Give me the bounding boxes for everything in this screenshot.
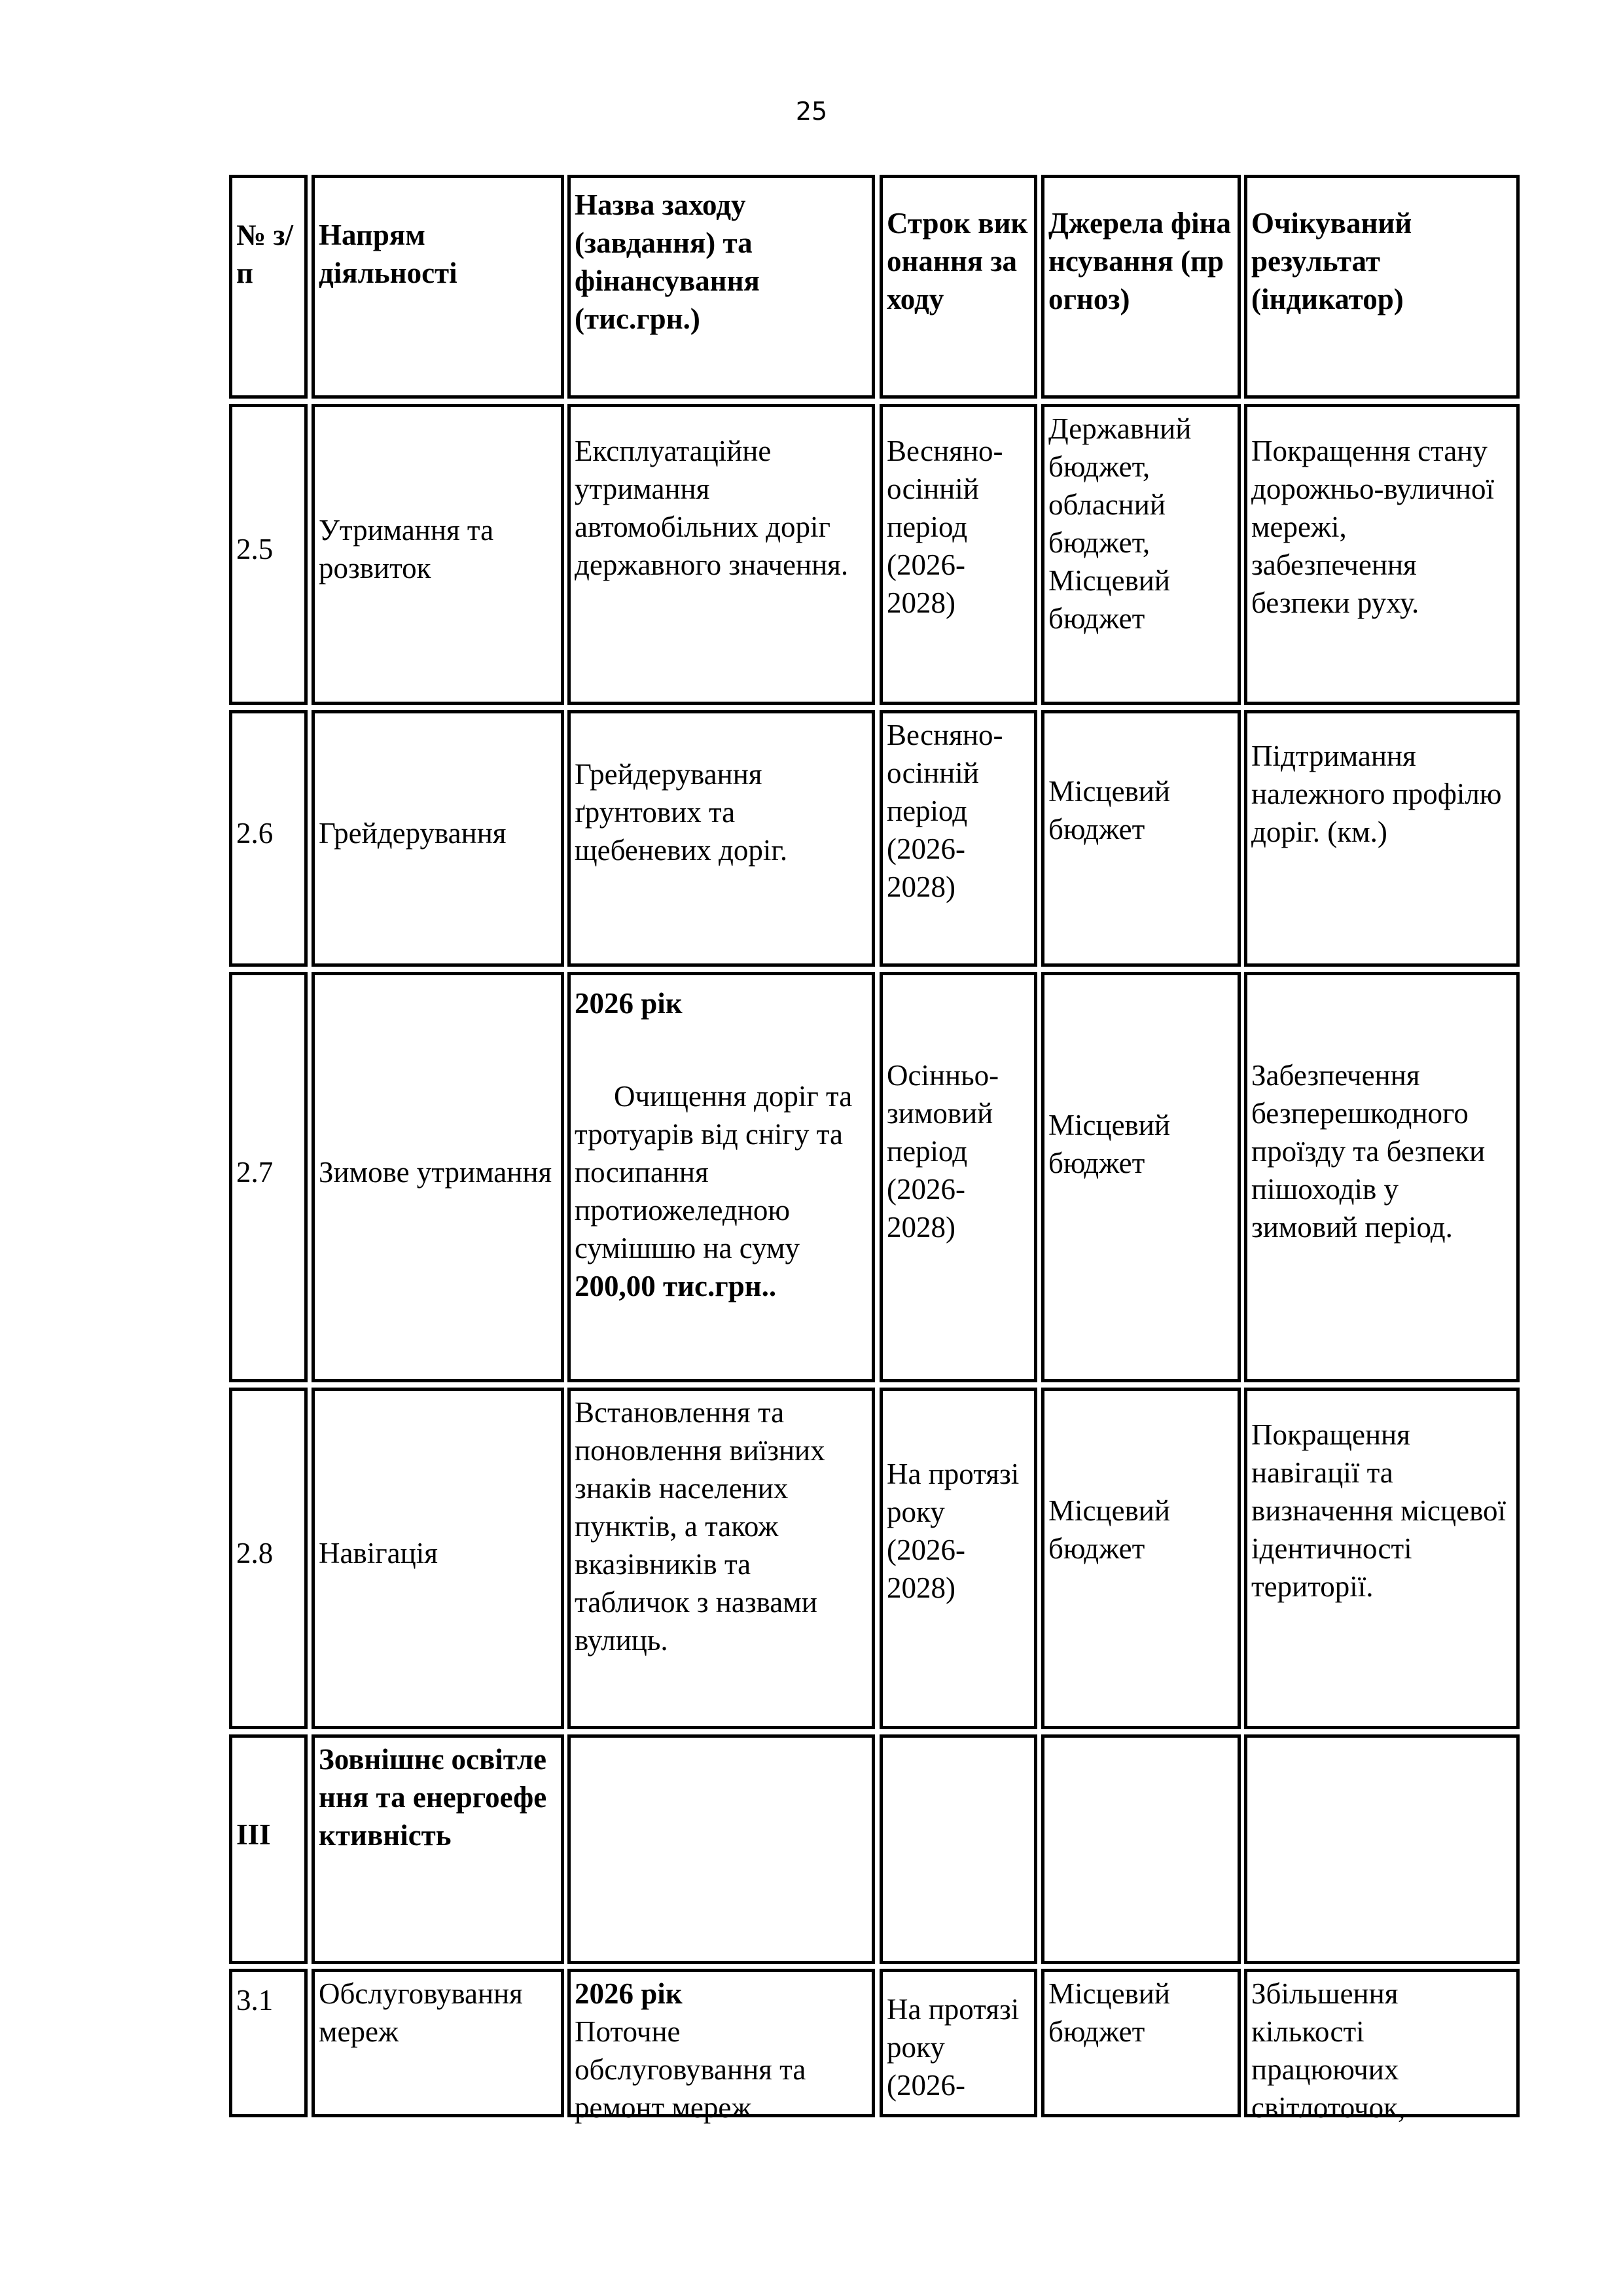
- row-sources-text: Місцевий бюджет: [1048, 1494, 1170, 1565]
- measure-year: 2026 рік: [575, 987, 683, 1020]
- row-direction-text: Грейдерування: [319, 817, 507, 850]
- table-header-row: [0, 175, 1623, 399]
- row-measure-text: Очищення доріг та тротуарів від снігу та посипання протиожеледною сумішшю на суму: [575, 1080, 853, 1265]
- row-num: [229, 404, 308, 705]
- row-num-text: 2.5: [236, 533, 274, 565]
- row-sources: [1041, 1388, 1241, 1729]
- row-term: [880, 1969, 1037, 2117]
- header-measure: [567, 175, 875, 399]
- row-num: [229, 710, 308, 967]
- row-term: [880, 972, 1037, 1382]
- row-sources: [1041, 710, 1241, 967]
- header-measure-text: Назва заходу (завдання) та фінансування (тис.грн.): [575, 188, 760, 335]
- row-direction-text: Зовнішнє освітлення та енергоефективність: [319, 1743, 547, 1852]
- row-result: [1244, 1734, 1520, 1964]
- row-measure: [567, 710, 875, 967]
- row-term: [880, 1734, 1037, 1964]
- row-direction: [312, 1734, 564, 1964]
- row-sources-text: Державний бюджет, обласний бюджет, Місцевий бюджет: [1048, 412, 1192, 635]
- row-sources: [1041, 972, 1241, 1382]
- row-result-text: Підтримання належного профілю доріг. (км.): [1251, 740, 1502, 848]
- row-direction-text: Утримання та розвиток: [319, 514, 494, 584]
- row-direction: [312, 404, 564, 705]
- row-term-text: На протязі року (2026-2028): [887, 1458, 1020, 1604]
- row-direction-text: Навігація: [319, 1537, 438, 1570]
- row-direction: [312, 972, 564, 1382]
- row-term-text: На протязі року (2026-: [887, 1993, 1020, 2102]
- row-num-text: III: [236, 1818, 271, 1851]
- header-term-text: Строк виконання заходу: [887, 207, 1028, 315]
- row-measure: [567, 1969, 875, 2124]
- row-measure: [567, 404, 875, 705]
- row-term: [880, 404, 1037, 705]
- header-term: [880, 175, 1037, 399]
- row-measure: [567, 1734, 875, 1964]
- row-result-text: Покращення стану дорожньо-вуличної мережі, забезпечення безпеки руху.: [1251, 435, 1494, 619]
- row-result-text: Забезпечення безперешкодного проїзду та безпеки пішоходів у зимовий період.: [1251, 1059, 1486, 1244]
- header-sources: [1041, 175, 1241, 399]
- table-row: [0, 1388, 1623, 1729]
- row-measure-text: Експлуатаційне утримання автомобільних доріг державного значення.: [575, 435, 849, 581]
- row-measure-text: Встановлення та поновлення виїзних знаків населених пунктів, а також вказівників та табличок з назвами вулиць.: [575, 1396, 825, 1657]
- row-result: [1244, 1388, 1520, 1729]
- table-section-row: [0, 1734, 1623, 1964]
- row-measure-text: Поточне обслуговування та ремонт мереж: [575, 2015, 806, 2124]
- row-result: [1244, 710, 1520, 967]
- row-direction: [312, 1388, 564, 1729]
- row-term: [880, 1388, 1037, 1729]
- row-direction-text: Зимове утримання: [319, 1155, 552, 1189]
- measure-amount: 200,00 тис.грн..: [575, 1270, 777, 1302]
- row-num-text: 3.1: [236, 1984, 274, 2017]
- row-num-text: 2.6: [236, 817, 274, 850]
- row-direction: [312, 710, 564, 967]
- row-direction: [312, 1969, 564, 2117]
- row-term-text: Весняно-осінній період (2026-2028): [887, 435, 1003, 619]
- row-term: [880, 710, 1037, 967]
- header-num-text: № з/п: [236, 219, 294, 289]
- row-measure: [567, 972, 875, 1382]
- header-sources-text: Джерела фінансування (прогноз): [1048, 207, 1232, 315]
- row-sources: [1041, 1969, 1241, 2117]
- row-num-text: 2.7: [236, 1155, 274, 1189]
- row-num: [229, 1969, 308, 2117]
- row-result-text: Покращення навігації та визначення місцевої ідентичності території.: [1251, 1418, 1507, 1603]
- row-sources-text: Місцевий бюджет: [1048, 1109, 1170, 1179]
- header-result-text: Очікуваний результат (індикатор): [1251, 207, 1412, 315]
- header-num: [229, 175, 308, 399]
- table-row: [0, 404, 1623, 705]
- row-result-text: Збільшення кількості працюючих світлоточок,: [1251, 1977, 1406, 2124]
- row-sources: [1041, 1734, 1241, 1964]
- row-num-text: 2.8: [236, 1537, 274, 1570]
- row-num: [229, 1734, 308, 1964]
- row-measure: [567, 1388, 875, 1729]
- row-term-text: Весняно-осінній період (2026-2028): [887, 719, 1003, 903]
- row-term-text: Осінньо-зимовий період (2026-2028): [887, 1059, 999, 1244]
- header-result: [1244, 175, 1520, 399]
- page-number: 25: [795, 97, 828, 126]
- table-row: [0, 710, 1623, 967]
- row-measure-text: Грейдерування ґрунтових та щебеневих доріг.: [575, 758, 788, 867]
- row-sources-text: Місцевий бюджет: [1048, 1977, 1170, 2048]
- table-row: [0, 972, 1623, 1382]
- header-direction: [312, 175, 564, 399]
- row-result: [1244, 972, 1520, 1382]
- row-sources-text: Місцевий бюджет: [1048, 775, 1170, 846]
- row-direction-text: Обслуговування мереж: [319, 1977, 523, 2048]
- row-num: [229, 972, 308, 1382]
- table-row: [0, 1969, 1623, 2124]
- row-num: [229, 1388, 308, 1729]
- row-sources: [1041, 404, 1241, 705]
- row-result: [1244, 404, 1520, 705]
- row-result: [1244, 1969, 1520, 2124]
- measure-year: 2026 рік: [575, 1977, 683, 2010]
- header-direction-text: Напрям діяльності: [319, 219, 457, 289]
